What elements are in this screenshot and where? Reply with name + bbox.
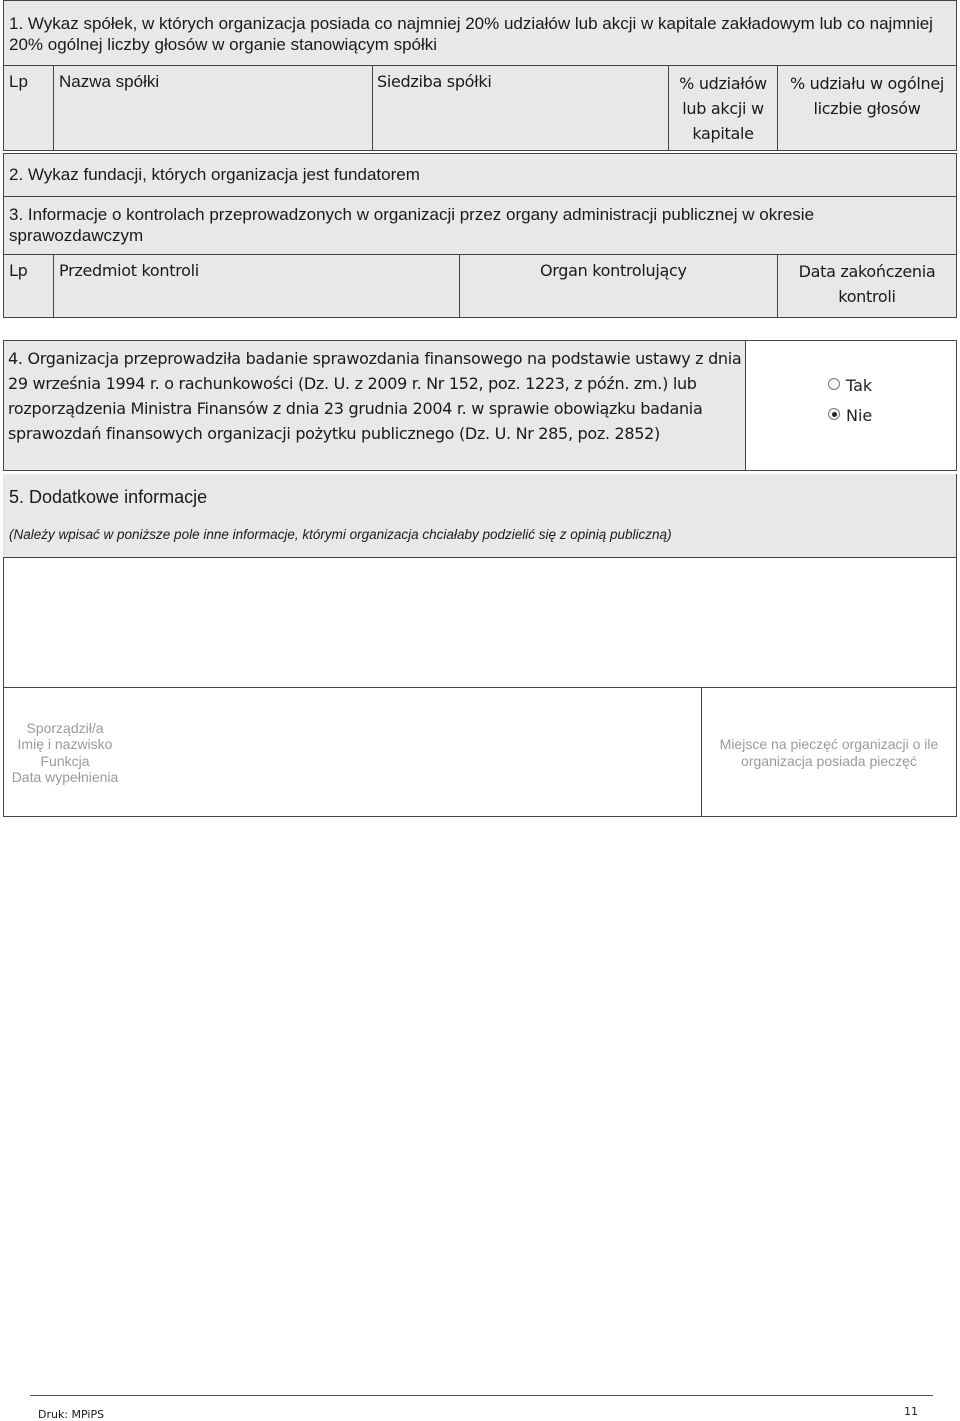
radio-nie-label: Nie [846,406,873,425]
section1-title: 1. Wykaz spółek, w których organizacja posiada co najmniej 20% udziałów lub akcji w kapitale zakładowym lub co najmniej 20% ogólnej liczby głosów w organie stanowiącym spółki [9,14,933,54]
section1-header-name: Nazwa spółki [59,72,160,91]
footer-print: Druk: MPiPS [38,1408,105,1421]
section5-title: 5. Dodatkowe informacje [9,487,208,507]
section5-note: (Należy wpisać w poniższe pole inne informacje, którymi organizacja chciałaby podzielić się z opinią publiczną) [9,527,672,542]
section3-header-lp: Lp [9,261,28,280]
stamp-text: Miejsce na pieczęć organizacji o ile organizacja posiada pieczęć [719,736,939,769]
section3-header-date: Data zakończenia kontroli [798,262,936,306]
signature-line-2: Imię i nazwisko [17,736,113,752]
section3-title: 3. Informacje o kontrolach przeprowadzonych w organizacji przez organy administracji publicznej w okresie sprawozdawczym [9,205,815,245]
radio-tak-label: Tak [846,376,873,395]
section3-header-authority: Organ kontrolujący [540,261,687,280]
section1-header-seat: Siedziba spółki [377,72,492,91]
footer-page-number: 11 [904,1405,918,1418]
radio-tak[interactable] [828,378,840,390]
additional-info-field[interactable] [3,557,957,688]
section1-header-lp: Lp [9,72,28,91]
section1-header-shares: % udziałów lub akcji w kapitale [679,74,767,143]
section2-title: 2. Wykaz fundacji, których organizacja jest fundatorem [9,165,420,184]
footer-divider [30,1395,933,1396]
section1-header-votes: % udziału w ogólnej liczbie głosów [789,74,945,118]
section3-header-subject: Przedmiot kontroli [59,261,199,280]
signature-line-3: Funkcja [40,753,90,769]
section4-text: 4. Organizacja przeprowadziła badanie sprawozdania finansowego na podstawie ustawy z dnia 29 września 1994 r. o rachunkowości (Dz. U. z 2009 r. Nr 152, poz. 1223, z późn. zm.) lub rozporządzenia Ministra Finansów z dnia 23 grudnia 2004 r. w sprawie obowiązku badania sprawozdań finansowych organizacji pożytku publicznego (Dz. U. Nr 285, poz. 2852) [8,349,742,443]
radio-nie[interactable] [828,408,840,420]
signature-line-4: Data wypełnienia [11,769,119,785]
signature-line-1: Sporządził/a [26,720,104,736]
